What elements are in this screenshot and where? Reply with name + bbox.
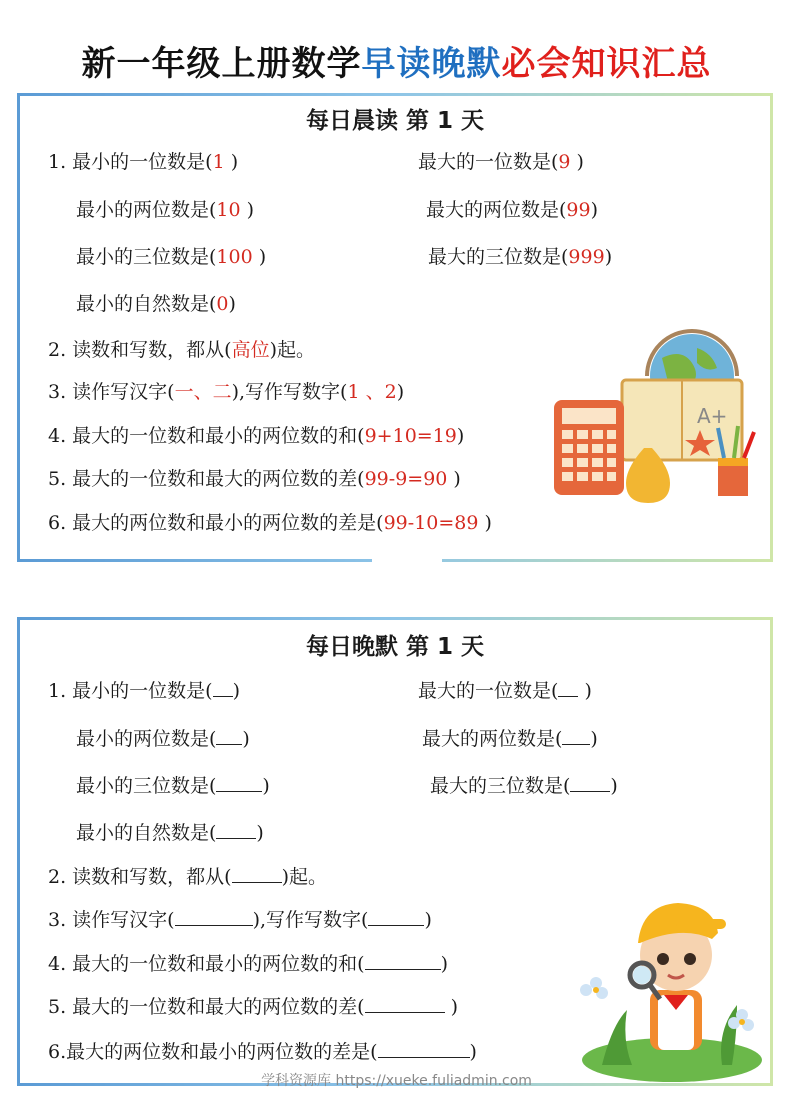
evening-q1e: 最小的三位数是( ): [76, 775, 270, 797]
answer-blank[interactable]: [378, 1039, 470, 1058]
title-part-2: 早读晚默: [361, 44, 502, 84]
footer-watermark: 学科资源库 https://xueke.fuliadmin.com: [261, 1073, 532, 1089]
evening-q1f: 最大的三位数是( ): [430, 775, 618, 797]
evening-q1b: 最大的一位数是( ): [418, 680, 592, 702]
answer-blank[interactable]: [368, 907, 424, 926]
title-part-1: 新一年级上册数学: [81, 44, 362, 84]
morning-q4: 4. 最大的一位数和最小的两位数的和(9+10=19): [48, 425, 465, 447]
morning-q3: 3. 读作写汉字(一、二),写作写数字(1 、2): [48, 381, 405, 403]
svg-text:A+: A+: [697, 404, 728, 428]
answer-blank[interactable]: [216, 773, 262, 792]
answer-blank[interactable]: [216, 820, 256, 839]
page-title: [0, 36, 793, 85]
evening-q4: 4. 最大的一位数和最小的两位数的和( ): [48, 953, 449, 975]
evening-heading: 每日晚默 第 1 天: [305, 634, 485, 660]
answer-blank[interactable]: [216, 726, 242, 745]
answer-blank[interactable]: [570, 773, 610, 792]
answer-blank[interactable]: [558, 678, 578, 697]
answer-blank[interactable]: [175, 907, 253, 926]
evening-q3: 3. 读作写汉字( ),写作写数字( ): [48, 909, 432, 931]
evening-q2: 2. 读数和写数，都从( )起。: [48, 866, 328, 888]
evening-q1d: 最大的两位数是( ): [422, 728, 598, 750]
morning-q5: 5. 最大的一位数和最大的两位数的差(99-9=90 ): [48, 468, 461, 490]
panel-border-gap: [372, 559, 442, 565]
evening-q1a: 1. 最小的一位数是( ): [48, 680, 241, 702]
evening-q1g: 最小的自然数是( ): [76, 822, 264, 844]
morning-q1a: 1. 最小的一位数是(1 ): [48, 151, 239, 173]
evening-q1c: 最小的两位数是( ): [76, 728, 250, 750]
morning-q2: 2. 读数和写数，都从(高位)起。: [48, 339, 316, 361]
morning-q1g: 最小的自然数是(0): [76, 293, 236, 315]
answer-blank[interactable]: [213, 678, 233, 697]
answer-blank[interactable]: [365, 951, 441, 970]
morning-q1d: 最大的两位数是(99): [426, 199, 599, 221]
morning-q6: 6. 最大的两位数和最小的两位数的差是(99-10=89 ): [48, 512, 492, 534]
morning-q1e: 最小的三位数是(100 ): [76, 246, 267, 268]
answer-blank[interactable]: [365, 994, 445, 1013]
morning-q1c: 最小的两位数是(10 ): [76, 199, 255, 221]
evening-q6: 6.最大的两位数和最小的两位数的差是( ): [48, 1041, 477, 1063]
answer-blank[interactable]: [562, 726, 590, 745]
evening-q5: 5. 最大的一位数和最大的两位数的差( ): [48, 996, 459, 1018]
kid-with-magnifier-illustration: [572, 895, 762, 1083]
answer-blank[interactable]: [232, 864, 282, 883]
morning-heading: 每日晨读 第 1 天: [305, 108, 485, 134]
school-supplies-illustration: [552, 328, 762, 508]
title-part-3: 必会知识汇总: [501, 44, 712, 84]
morning-q1b: 最大的一位数是(9 ): [418, 151, 584, 173]
morning-q1f: 最大的三位数是(999): [428, 246, 613, 268]
